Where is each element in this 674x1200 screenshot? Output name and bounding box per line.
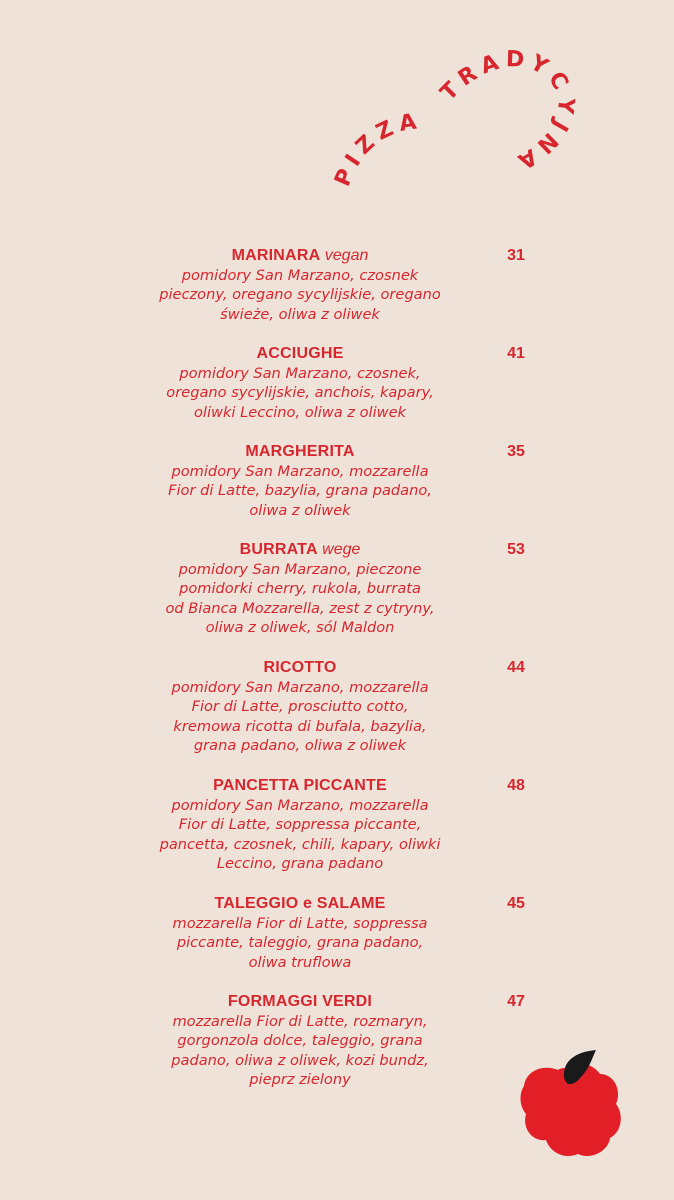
item-name: ACCIUGHE: [256, 345, 344, 362]
menu-item-margherita: [150, 442, 450, 520]
title-word-pizza: PIZZA: [330, 108, 425, 191]
item-description: [150, 796, 450, 874]
description-line: pomidory San Marzano, czosnek,: [179, 364, 421, 382]
item-description: [150, 266, 450, 325]
description-line: oliwa truflowa: [248, 953, 352, 971]
description-line: mozzarella Fior di Latte, soppressa: [172, 914, 428, 932]
item-description: [150, 364, 450, 423]
item-name: FORMAGGI VERDI: [227, 993, 373, 1010]
tomato-icon: [516, 1048, 628, 1164]
item-heading: [150, 776, 450, 796]
item-price: 48: [507, 777, 525, 794]
description-line: Fior di Latte, prosciutto cotto,: [191, 698, 409, 716]
item-price: 53: [507, 541, 525, 558]
item-heading: [150, 658, 450, 678]
menu-item-marinara: [150, 246, 450, 324]
item-name: BURRATA: [239, 541, 318, 558]
description-line: pomidory San Marzano, czosnek: [181, 266, 419, 284]
item-price: 47: [507, 993, 525, 1010]
menu-item-formaggi-verdi: [150, 992, 450, 1090]
item-heading: [150, 246, 450, 266]
description-line: pomidory San Marzano, pieczone: [178, 560, 422, 578]
description-line: kremowa ricotta di bufala, bazylia,: [173, 717, 427, 735]
item-description: [150, 678, 450, 756]
description-line: piccante, taleggio, grana padano,: [176, 934, 424, 952]
item-heading: [150, 992, 450, 1012]
menu-item-burrata: [150, 540, 450, 638]
menu-item-acciughe: [150, 344, 450, 422]
description-line: oliwa z oliwek: [249, 501, 351, 519]
item-price: 31: [507, 247, 525, 264]
description-line: pomidory San Marzano, mozzarella: [171, 462, 429, 480]
description-line: od Bianca Mozzarella, zest z cytryny,: [165, 599, 435, 617]
description-line: pancetta, czosnek, chili, kapary, oliwki: [159, 835, 441, 853]
description-line: Leccino, grana padano: [216, 855, 384, 873]
description-line: świeże, oliwa z oliwek: [220, 305, 380, 323]
description-line: gorgonzola dolce, taleggio, grana: [177, 1032, 423, 1050]
description-line: Fior di Latte, bazylia, grana padano,: [168, 482, 432, 500]
description-line: oregano sycylijskie, anchois, kapary,: [166, 384, 434, 402]
item-price: 41: [507, 345, 525, 362]
description-line: padano, oliwa z oliwek, kozi bundz,: [171, 1051, 429, 1069]
item-description: [150, 462, 450, 521]
description-line: mozzarella Fior di Latte, rozmaryn,: [172, 1012, 428, 1030]
item-price: 44: [507, 659, 525, 676]
menu-item-taleggio-e-salame: [150, 894, 450, 972]
item-name: RICOTTO: [263, 659, 337, 676]
item-price: 45: [507, 895, 525, 912]
title-word-tradycyjna: TRADYCYJNA: [436, 47, 579, 177]
description-line: pieprz zielony: [249, 1071, 351, 1089]
item-heading: [150, 540, 450, 560]
item-name: PANCETTA PICCANTE: [213, 777, 387, 794]
description-line: pomidory San Marzano, mozzarella: [171, 678, 429, 696]
item-name: TALEGGIO e SALAME: [214, 895, 386, 912]
item-heading: [150, 344, 450, 364]
item-description: [150, 1012, 450, 1090]
menu-item-ricotto: [150, 658, 450, 756]
description-line: pieczony, oregano sycylijskie, oregano: [159, 286, 441, 304]
item-heading: [150, 894, 450, 914]
menu-item-pancetta-piccante: [150, 776, 450, 874]
item-price: 35: [507, 443, 525, 460]
item-description: [150, 914, 450, 973]
item-name: MARINARA: [231, 247, 321, 264]
description-line: grana padano, oliwa z oliwek: [193, 737, 407, 755]
item-description: [150, 560, 450, 638]
item-tag: vegan: [324, 247, 369, 264]
item-name: MARGHERITA: [245, 443, 355, 460]
description-line: pomidorki cherry, rukola, burrata: [179, 580, 421, 598]
item-tag: wege: [322, 541, 361, 558]
description-line: pomidory San Marzano, mozzarella: [171, 796, 429, 814]
item-heading: [150, 442, 450, 462]
menu-title: [300, 20, 590, 210]
description-line: Fior di Latte, soppressa piccante,: [178, 816, 422, 834]
description-line: oliwki Leccino, oliwa z oliwek: [193, 403, 407, 421]
description-line: oliwa z oliwek, sól Maldon: [205, 619, 395, 637]
